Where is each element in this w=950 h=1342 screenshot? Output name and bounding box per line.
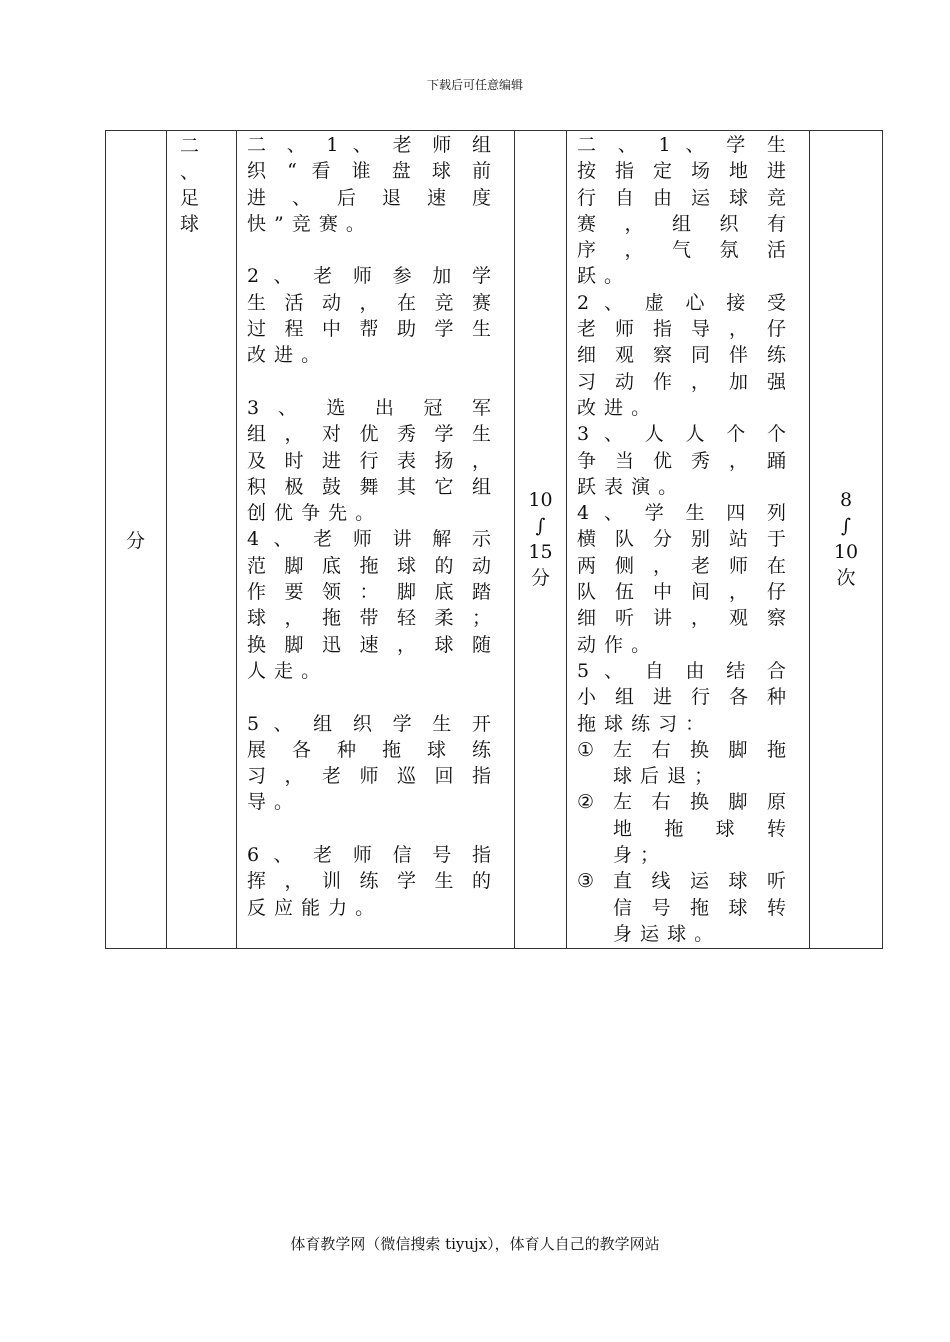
student-step-3 bbox=[577, 421, 787, 500]
text-line: 拖 球 练 习 ： bbox=[577, 712, 706, 735]
time-cell bbox=[515, 487, 566, 591]
content-title-char: 二 bbox=[179, 135, 199, 157]
text-line: 织 “ 看 谁 盘 球 前 bbox=[247, 160, 492, 183]
circled-number-1: ① bbox=[577, 738, 596, 761]
teacher-step-6 bbox=[247, 842, 492, 921]
text-line: 序 ， 气 氛 活 bbox=[577, 239, 787, 262]
text-line: 身 运 球 。 bbox=[613, 922, 715, 945]
text-line: 左 右 换 脚 拖 bbox=[613, 738, 787, 761]
content-title-char: 球 bbox=[179, 213, 199, 235]
content-title-char: 足 bbox=[179, 187, 199, 209]
teacher-step-2 bbox=[247, 263, 492, 368]
footer-note: 体育教学网（微信搜索 tiyujx），体育人自己的教学网站 bbox=[290, 1235, 660, 1253]
text-line: 3 、 人 人 个 个 bbox=[577, 423, 787, 446]
range-symbol: ∫ bbox=[535, 515, 546, 537]
phase-label: 分 bbox=[125, 530, 145, 552]
content-title-char: 、 bbox=[179, 161, 199, 183]
text-line: 生 活 动 ， 在 竞 赛 bbox=[247, 291, 492, 314]
text-line: 两 侧 ， 老 师 在 bbox=[577, 554, 787, 577]
text-line: 习 ， 老 师 巡 回 指 bbox=[247, 765, 492, 788]
text-line: 3 、 选 出 冠 军 bbox=[247, 396, 492, 419]
text-line: 细 听 讲 ， 观 察 bbox=[577, 607, 787, 630]
text-line: 2 、 虚 心 接 受 bbox=[577, 291, 787, 314]
table-divider bbox=[166, 130, 167, 949]
text-line: 挥 ， 训 练 学 生 的 bbox=[247, 870, 492, 893]
drill-item bbox=[577, 737, 787, 790]
student-step-2 bbox=[577, 290, 787, 421]
text-line: 5 、 自 由 结 合 bbox=[577, 659, 787, 682]
teacher-activity-cell bbox=[247, 132, 492, 921]
text-line: 行 自 由 运 球 竞 bbox=[577, 186, 787, 209]
count-cell bbox=[810, 487, 882, 591]
teacher-step-1 bbox=[247, 132, 492, 237]
table-border-right bbox=[882, 130, 883, 949]
text-line: 改 进 。 bbox=[577, 396, 652, 419]
text-line: 组 ， 对 优 秀 学 生 bbox=[247, 423, 492, 446]
text-line: 2 、 老 师 参 加 学 bbox=[247, 265, 492, 288]
text-line: 跃 表 演 。 bbox=[577, 475, 679, 498]
text-line: 跃 。 bbox=[577, 265, 625, 288]
text-line: 横 队 分 别 站 于 bbox=[577, 528, 787, 551]
teacher-step-3 bbox=[247, 395, 492, 526]
text-line: 左 右 换 脚 原 bbox=[613, 791, 787, 814]
text-line: 积 极 鼓 舞 其 它 组 bbox=[247, 475, 492, 498]
text-line: 直 线 运 球 听 bbox=[613, 870, 787, 893]
text-line: 创 优 争 先 。 bbox=[247, 502, 376, 525]
circled-number-3: ③ bbox=[577, 870, 596, 893]
count-unit: 次 bbox=[836, 567, 856, 589]
text-line: 人 走 。 bbox=[247, 659, 322, 682]
text-line: 过 程 中 帮 助 学 生 bbox=[247, 318, 492, 341]
table-bottom-border bbox=[105, 948, 883, 949]
text-line: 快 ” 竞 赛 。 bbox=[247, 212, 366, 235]
teacher-step-4 bbox=[247, 526, 492, 684]
text-line: 球 ， 拖 带 轻 柔 ； bbox=[247, 607, 492, 630]
text-line: 4 、 老 师 讲 解 示 bbox=[247, 528, 492, 551]
student-step-1 bbox=[577, 132, 787, 290]
count-value: 10 bbox=[833, 541, 859, 563]
text-line: 范 脚 底 拖 球 的 动 bbox=[247, 554, 492, 577]
text-line: 赛 ， 组 织 有 bbox=[577, 212, 787, 235]
text-line: 球 后 退 ； bbox=[613, 765, 715, 788]
time-value: 10 bbox=[528, 489, 553, 511]
text-line: 习 动 作 ， 加 强 bbox=[577, 370, 787, 393]
text-line: 改 进 。 bbox=[247, 344, 322, 367]
content-title-cell bbox=[167, 133, 212, 237]
text-line: 作 要 领 ： 脚 底 踏 bbox=[247, 581, 492, 604]
text-line: 6 、 老 师 信 号 指 bbox=[247, 844, 492, 867]
lesson-table bbox=[105, 130, 883, 949]
time-value: 15 bbox=[528, 541, 553, 563]
text-line: 及 时 进 行 表 扬 ， bbox=[247, 449, 492, 472]
text-line: 身 ； bbox=[613, 844, 661, 867]
header-note: 下载后可任意编辑 bbox=[426, 78, 523, 92]
text-line: 二 、 1 、 学 生 bbox=[577, 134, 787, 156]
text-line: 老 师 指 导 ， 仔 bbox=[577, 318, 787, 341]
text-line: 信 号 拖 球 转 bbox=[613, 896, 787, 919]
text-line: 细 观 察 同 伴 练 bbox=[577, 344, 787, 367]
text-line: 争 当 优 秀 ， 踊 bbox=[577, 449, 787, 472]
text-line: 地 拖 球 转 bbox=[613, 817, 787, 840]
time-unit: 分 bbox=[530, 567, 550, 589]
text-line: 二 、 1 、 老 师 组 bbox=[247, 134, 492, 156]
count-value: 8 bbox=[839, 489, 853, 511]
circled-number-2: ② bbox=[577, 791, 596, 814]
teacher-step-5 bbox=[247, 711, 492, 816]
text-line: 5 、 组 织 学 生 开 bbox=[247, 712, 492, 735]
text-line: 换 脚 迅 速 ， 球 随 bbox=[247, 633, 492, 656]
range-symbol: ∫ bbox=[841, 515, 851, 537]
table-divider bbox=[236, 130, 237, 949]
student-drill-list bbox=[577, 737, 787, 947]
phase-cell bbox=[105, 130, 166, 949]
text-line: 导 。 bbox=[247, 791, 295, 814]
text-line: 小 组 进 行 各 种 bbox=[577, 686, 787, 709]
text-line: 反 应 能 力 。 bbox=[247, 896, 376, 919]
table-divider bbox=[566, 130, 567, 949]
text-line: 4 、 学 生 四 列 bbox=[577, 502, 787, 525]
text-line: 展 各 种 拖 球 练 bbox=[247, 738, 492, 761]
table-top-border bbox=[105, 130, 883, 131]
text-line: 队 伍 中 间 ， 仔 bbox=[577, 581, 787, 604]
text-line: 进 、 后 退 速 度 bbox=[247, 186, 492, 209]
student-step-4 bbox=[577, 500, 787, 658]
drill-item bbox=[577, 868, 787, 947]
text-line: 动 作 。 bbox=[577, 633, 652, 656]
text-line: 按 指 定 场 地 进 bbox=[577, 160, 787, 183]
student-activity-cell bbox=[577, 132, 787, 947]
drill-item bbox=[577, 789, 787, 868]
student-step-5 bbox=[577, 658, 787, 737]
